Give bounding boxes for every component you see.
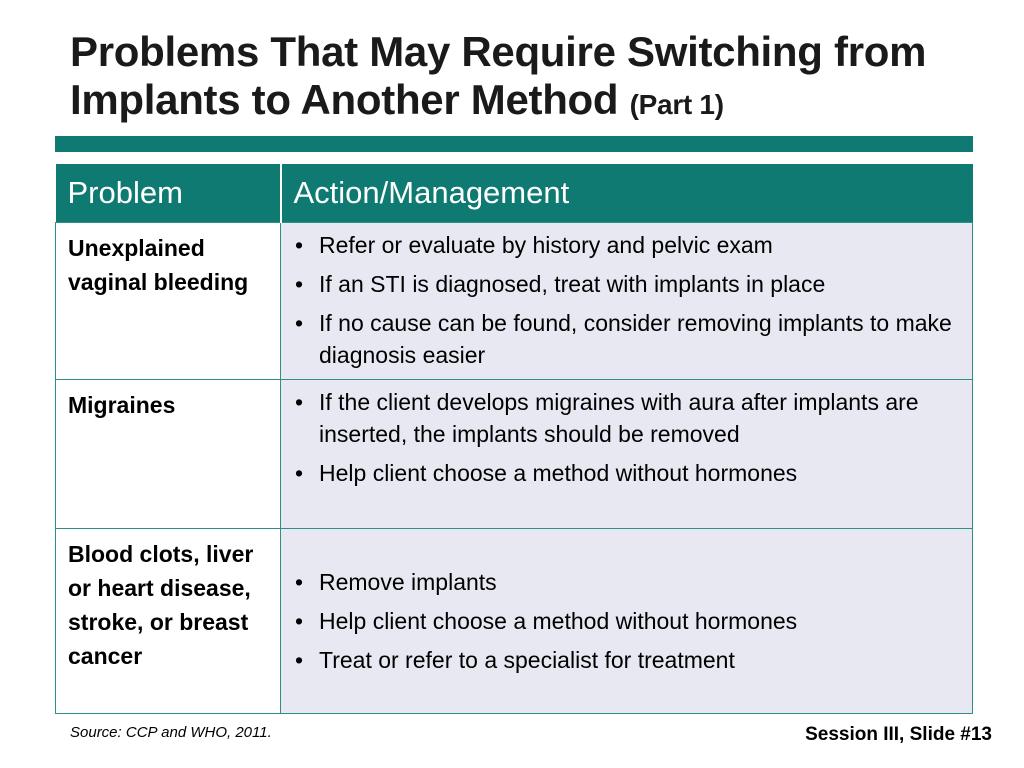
bullet-icon: • bbox=[295, 607, 304, 634]
action-list bbox=[293, 229, 962, 371]
action-text: If an STI is diagnosed, treat with implants in place bbox=[319, 271, 826, 297]
slide-title-part: (Part 1) bbox=[629, 89, 724, 120]
action-text: Help client choose a method without hormones bbox=[319, 460, 798, 486]
action-cell bbox=[281, 380, 973, 529]
action-list-item bbox=[293, 268, 962, 300]
header-problem: Problem bbox=[56, 164, 281, 223]
action-list-item bbox=[293, 605, 962, 637]
bullet-icon: • bbox=[295, 646, 304, 673]
problem-cell: Migraines bbox=[56, 380, 281, 529]
table-header-row bbox=[56, 164, 973, 223]
action-list-item bbox=[293, 386, 962, 450]
action-list-item bbox=[293, 644, 962, 676]
action-list-item bbox=[293, 229, 962, 261]
slide-title bbox=[70, 28, 970, 129]
action-text: If no cause can be found, consider removing implants to make diagnosis easier bbox=[319, 310, 952, 368]
table-row bbox=[56, 223, 973, 380]
action-list-item bbox=[293, 307, 962, 371]
action-list-item bbox=[293, 566, 962, 598]
bullet-icon: • bbox=[295, 460, 304, 486]
action-text: Treat or refer to a specialist for treatment bbox=[319, 646, 735, 673]
table-row bbox=[56, 529, 973, 714]
action-text: Remove implants bbox=[319, 568, 497, 595]
action-list bbox=[293, 386, 962, 489]
bullet-icon: • bbox=[295, 310, 304, 336]
table-row bbox=[56, 380, 973, 529]
action-list-item bbox=[293, 457, 962, 489]
action-cell bbox=[281, 223, 973, 380]
bullet-icon: • bbox=[295, 232, 304, 258]
action-text: If the client develops migraines with aura after implants are inserted, the implants should be removed bbox=[319, 389, 919, 447]
problem-cell: Unexplained vaginal bleeding bbox=[56, 223, 281, 380]
bullet-icon: • bbox=[295, 389, 304, 415]
action-text: Refer or evaluate by history and pelvic exam bbox=[319, 232, 773, 258]
session-slide-label: Session III, Slide #13 bbox=[805, 724, 992, 745]
action-text: Help client choose a method without hormones bbox=[319, 607, 798, 634]
action-list bbox=[293, 566, 962, 676]
action-cell bbox=[281, 529, 973, 714]
bullet-icon: • bbox=[295, 271, 304, 297]
title-divider-bar bbox=[55, 136, 973, 152]
problem-cell: Blood clots, liver or heart disease, stroke, or breast cancer bbox=[56, 529, 281, 714]
bullet-icon: • bbox=[295, 568, 304, 595]
source-citation: Source: CCP and WHO, 2011. bbox=[70, 724, 272, 741]
slide-title-main: Problems That May Require Switching from Implants to Another Method bbox=[70, 28, 927, 123]
header-action-management: Action/Management bbox=[281, 164, 973, 223]
problems-table bbox=[55, 164, 973, 714]
